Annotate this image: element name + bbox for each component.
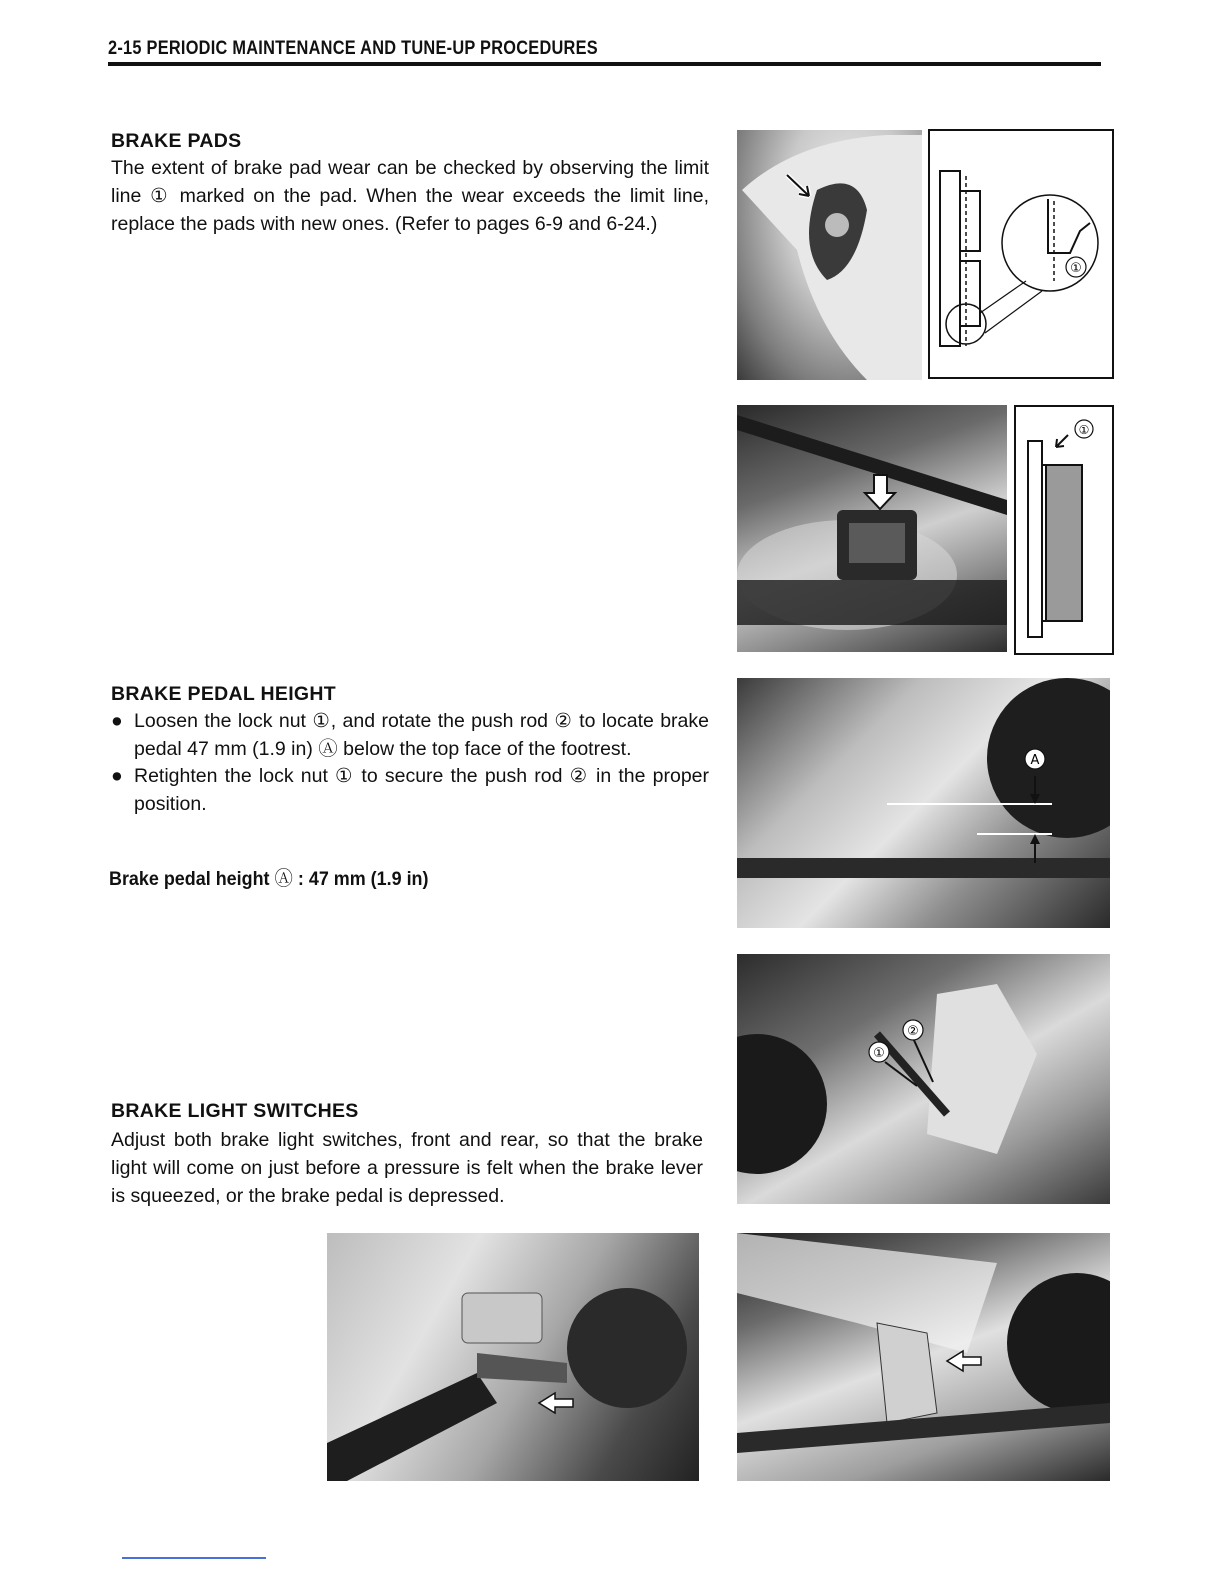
header-rule [108, 62, 1101, 66]
callout-1: ① [873, 1046, 885, 1061]
callout-1: ① [1070, 261, 1082, 276]
page-header: 2-15 PERIODIC MAINTENANCE AND TUNE-UP PROCEDURES [108, 38, 598, 59]
brake-pedal-height-spec [109, 862, 428, 891]
brake-pads-title: BRAKE PADS [111, 130, 242, 152]
brake-pushrod-photo [737, 954, 1110, 1204]
spec-label: Brake pedal height [109, 868, 270, 890]
footer-link-rule [122, 1557, 266, 1559]
left-arrow-icon [947, 1351, 981, 1371]
brake-pad-wear-diagram [1014, 405, 1114, 655]
spec-value: : 47 mm (1.9 in) [297, 868, 429, 890]
brake-pads-text: The extent of brake pad wear can be checked by observing the limit line ① marked on the pad. When the wear exceeds the limit line, replace the pads with new ones. (Refer to pages 6-9 and 6-24.) [111, 157, 709, 235]
spec-symbol: Ⓐ [274, 868, 293, 890]
callout-2: ② [907, 1024, 919, 1039]
list-item [111, 763, 709, 818]
step-text: Loosen the lock nut ①, and rotate the push rod ② to locate brake pedal 47 mm (1.9 in) Ⓐ below the top face of the footrest. [134, 710, 709, 760]
left-arrow-icon [539, 1393, 573, 1413]
step-text: Retighten the lock nut ① to secure the push rod ② in the proper position. [134, 765, 709, 815]
callout-1: ① [1078, 423, 1090, 437]
callout-a: A [1030, 753, 1040, 768]
front-brake-caliper-photo [737, 130, 922, 380]
brake-light-switches-text: Adjust both brake light switches, front and rear, so that the brake light will come on just before a pressure is felt when the brake lever is squeezed, or the brake pedal is depressed. [111, 1129, 703, 1207]
brake-pedal-height-photo [737, 678, 1110, 928]
brake-light-switches-title: BRAKE LIGHT SWITCHES [111, 1100, 359, 1122]
brake-pedal-height-title: BRAKE PEDAL HEIGHT [111, 683, 336, 705]
brake-pedal-height-steps [111, 708, 709, 818]
down-arrow-icon [865, 475, 895, 509]
front-brake-light-switch-photo [327, 1233, 699, 1481]
bullet-icon: ● [111, 710, 123, 732]
brake-pad-limit-diagram [928, 129, 1114, 379]
rear-brake-light-switch-photo [737, 1233, 1110, 1481]
pointer-arrow-icon [1056, 435, 1068, 447]
rear-brake-caliper-photo [737, 405, 1007, 652]
bullet-icon: ● [111, 765, 123, 787]
list-item [111, 708, 709, 763]
